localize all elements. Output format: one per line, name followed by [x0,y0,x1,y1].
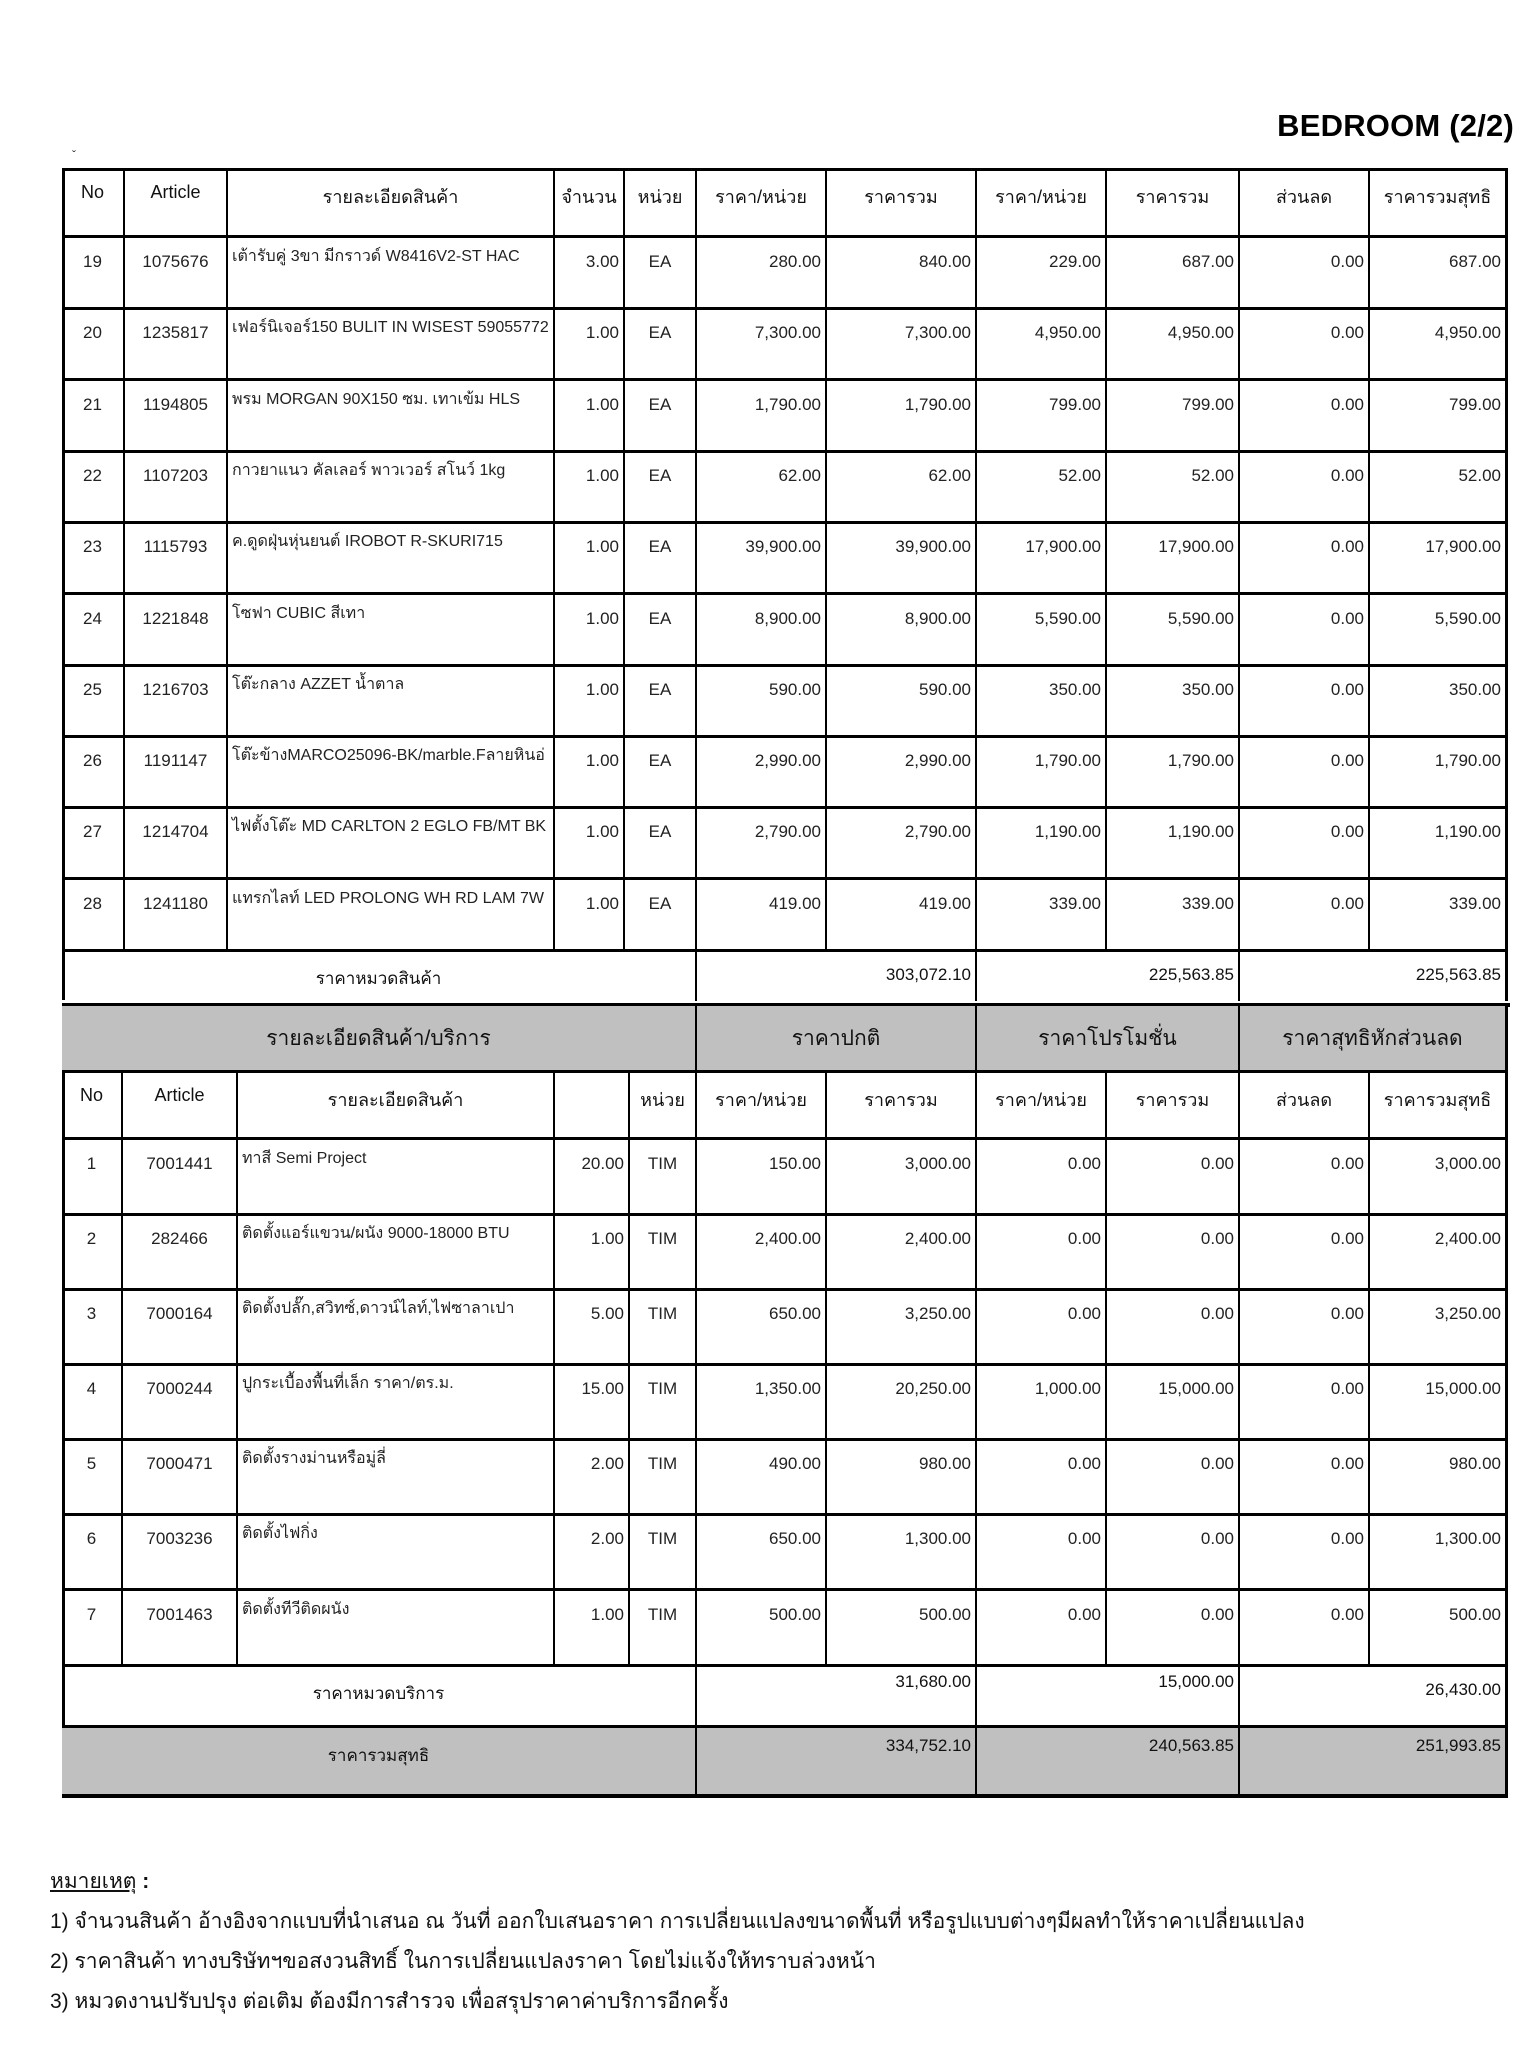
group-header-details: รายละเอียดสินค้า/บริการ [62,1006,697,1073]
column-header: Article [125,170,228,238]
normal-total-cell: 3,000.00 [827,1140,977,1216]
article-cell: 7000164 [123,1290,238,1366]
quantity-cell: 2.00 [555,1440,630,1516]
article-cell: 1221848 [125,595,228,667]
net-total-cell: 339.00 [1370,880,1508,952]
discount-cell: 0.00 [1240,309,1370,381]
discount-cell: 0.00 [1240,808,1370,880]
discount-cell: 0.00 [1240,1140,1370,1216]
column-header: รายละเอียดสินค้า [238,1073,555,1140]
note-item: 2) ราคาสินค้า ทางบริษัทฯขอสงวนสิทธิ์ ในการเปลี่ยนแปลงราคา โดยไม่แจ้งให้ทราบล่วงหน้า [50,1950,876,1973]
unit-cell: EA [625,880,697,952]
no-cell: 1 [62,1140,123,1216]
net-total-cell: 687.00 [1370,238,1508,310]
column-header: ราคารวมสุทธิ [1370,170,1508,238]
quantity-cell: 1.00 [555,381,625,453]
description-cell: โซฟา CUBIC สีเทา [228,595,555,667]
net-total-cell: 4,950.00 [1370,309,1508,381]
description-cell: ติดตั้งแอร์แขวน/ผนัง 9000-18000 BTU [238,1215,555,1291]
normal-total-cell: 840.00 [827,238,977,310]
promo-total-cell: 1,190.00 [1107,808,1240,880]
discount-cell: 0.00 [1240,238,1370,310]
column-header: ราคา/หน่วย [977,1073,1107,1140]
net-total-cell: 1,190.00 [1370,808,1508,880]
notes-section: หมายเหตุ : 1) จำนวนสินค้า อ้างอิงจากแบบที่นำเสนอ ณ วันที่ ออกใบเสนอราคา การเปลี่ยนแปลงขนาดพื้นที่ หรือรูปแบบต่างๆมีผลทำให้ราคาเปลี่ยนแปลง 2) ราคาสินค้า ทางบริษัทฯขอสงวนสิทธิ์ ในการเปลี่ยนแปลงราคา โดยไม่แจ้งให้ทราบล่วงหน้า 3) หมวดงานปรับปรุง ต่อเติม ต้องมีการสำรวจ เพื่อสรุปราคาค่าบริการอีกครั้ง [50,1862,1305,2022]
normal-unit-price-cell: 2,790.00 [697,808,827,880]
column-header: ราคา/หน่วย [697,170,827,238]
normal-unit-price-cell: 650.00 [697,1515,827,1591]
column-header [555,1073,630,1140]
article-cell: 1235817 [125,309,228,381]
column-header: ราคา/หน่วย [697,1073,827,1140]
discount-cell: 0.00 [1240,880,1370,952]
article-cell: 7000244 [123,1365,238,1441]
quantity-cell: 1.00 [555,452,625,524]
net-total-cell: 5,590.00 [1370,595,1508,667]
description-cell: เต้ารับคู่ 3ขา มีกราวด์ W8416V2-ST HAC [228,238,555,310]
promo-unit-price-cell: 229.00 [977,238,1107,310]
article-cell: 7001441 [123,1140,238,1216]
discount-cell: 0.00 [1240,737,1370,809]
product-subtotal-net: 225,563.85 [1240,951,1508,1001]
no-cell: 26 [62,737,125,809]
article-cell: 282466 [123,1215,238,1291]
promo-total-cell: 17,900.00 [1107,523,1240,595]
net-total-cell: 15,000.00 [1370,1365,1508,1441]
normal-unit-price-cell: 500.00 [697,1591,827,1667]
column-header: ราคารวม [827,1073,977,1140]
promo-total-cell: 339.00 [1107,880,1240,952]
description-cell: ไฟตั้งโต๊ะ MD CARLTON 2 EGLO FB/MT BK [228,808,555,880]
normal-unit-price-cell: 590.00 [697,666,827,738]
description-cell: ติดตั้งไฟกิ่ง [238,1515,555,1591]
no-cell: 28 [62,880,125,952]
normal-unit-price-cell: 650.00 [697,1290,827,1366]
no-cell: 21 [62,381,125,453]
normal-unit-price-cell: 2,990.00 [697,737,827,809]
description-cell: ติดตั้งทีวีติดผนัง [238,1591,555,1667]
note-item: 1) จำนวนสินค้า อ้างอิงจากแบบที่นำเสนอ ณ วันที่ ออกใบเสนอราคา การเปลี่ยนแปลงขนาดพื้นที่ หรือรูปแบบต่างๆมีผลทำให้ราคาเปลี่ยนแปลง [50,1910,1305,1933]
normal-total-cell: 3,250.00 [827,1290,977,1366]
unit-cell: EA [625,808,697,880]
article-cell: 1191147 [125,737,228,809]
article-cell: 1214704 [125,808,228,880]
normal-total-cell: 1,300.00 [827,1515,977,1591]
unit-cell: TIM [630,1290,697,1366]
net-total-cell: 17,900.00 [1370,523,1508,595]
promo-unit-price-cell: 0.00 [977,1140,1107,1216]
notes-heading: หมายเหตุ [50,1870,137,1893]
quantity-cell: 1.00 [555,1215,630,1291]
discount-cell: 0.00 [1240,1440,1370,1516]
net-total-cell: 52.00 [1370,452,1508,524]
discount-cell: 0.00 [1240,523,1370,595]
normal-unit-price-cell: 150.00 [697,1140,827,1216]
column-header: ราคารวม [1107,170,1240,238]
net-total-cell: 799.00 [1370,381,1508,453]
unit-cell: EA [625,666,697,738]
unit-cell: TIM [630,1591,697,1667]
unit-cell: TIM [630,1515,697,1591]
promo-unit-price-cell: 17,900.00 [977,523,1107,595]
net-total-cell: 500.00 [1370,1591,1508,1667]
column-header: จำนวน [555,170,625,238]
article-cell: 7000471 [123,1440,238,1516]
normal-unit-price-cell: 419.00 [697,880,827,952]
column-header: No [62,1073,123,1140]
net-total-cell: 3,000.00 [1370,1140,1508,1216]
no-cell: 25 [62,666,125,738]
unit-cell: EA [625,381,697,453]
unit-cell: EA [625,309,697,381]
column-header: ส่วนลด [1240,1073,1370,1140]
no-cell: 19 [62,238,125,310]
grand-total-promo: 240,563.85 [977,1728,1240,1798]
column-header: ราคารวมสุทธิ [1370,1073,1508,1140]
discount-cell: 0.00 [1240,666,1370,738]
promo-unit-price-cell: 0.00 [977,1440,1107,1516]
promo-total-cell: 0.00 [1107,1290,1240,1366]
discount-cell: 0.00 [1240,1591,1370,1667]
no-cell: 3 [62,1290,123,1366]
normal-unit-price-cell: 280.00 [697,238,827,310]
stray-mark: ˇ [72,148,76,162]
quantity-cell: 1.00 [555,737,625,809]
unit-cell: TIM [630,1365,697,1441]
promo-total-cell: 5,590.00 [1107,595,1240,667]
no-cell: 5 [62,1440,123,1516]
promo-total-cell: 4,950.00 [1107,309,1240,381]
normal-total-cell: 8,900.00 [827,595,977,667]
quantity-cell: 1.00 [555,808,625,880]
promo-unit-price-cell: 52.00 [977,452,1107,524]
service-subtotal-label: ราคาหมวดบริการ [62,1666,697,1728]
column-header: รายละเอียดสินค้า [228,170,555,238]
column-header: หน่วย [630,1073,697,1140]
promo-total-cell: 0.00 [1107,1440,1240,1516]
promo-total-cell: 52.00 [1107,452,1240,524]
product-subtotal-promo: 225,563.85 [977,951,1240,1001]
group-header-normal-price: ราคาปกติ [697,1006,977,1073]
discount-cell: 0.00 [1240,381,1370,453]
description-cell: แทรกไลท์ LED PROLONG WH RD LAM 7W [228,880,555,952]
discount-cell: 0.00 [1240,1515,1370,1591]
promo-unit-price-cell: 1,790.00 [977,737,1107,809]
grand-total-normal: 334,752.10 [697,1728,977,1798]
article-cell: 1115793 [125,523,228,595]
promo-unit-price-cell: 0.00 [977,1515,1107,1591]
unit-cell: EA [625,737,697,809]
net-total-cell: 350.00 [1370,666,1508,738]
net-total-cell: 980.00 [1370,1440,1508,1516]
description-cell: พรม MORGAN 90X150 ซม. เทาเข้ม HLS [228,381,555,453]
promo-total-cell: 350.00 [1107,666,1240,738]
promo-unit-price-cell: 0.00 [977,1215,1107,1291]
article-cell: 1241180 [125,880,228,952]
product-subtotal-normal: 303,072.10 [697,951,977,1001]
promo-total-cell: 0.00 [1107,1515,1240,1591]
quantity-cell: 20.00 [555,1140,630,1216]
article-cell: 1194805 [125,381,228,453]
discount-cell: 0.00 [1240,452,1370,524]
net-total-cell: 1,790.00 [1370,737,1508,809]
article-cell: 1107203 [125,452,228,524]
no-cell: 22 [62,452,125,524]
normal-unit-price-cell: 1,350.00 [697,1365,827,1441]
unit-cell: EA [625,523,697,595]
group-header-net-price: ราคาสุทธิหักส่วนลด [1240,1006,1508,1073]
promo-total-cell: 0.00 [1107,1591,1240,1667]
normal-total-cell: 2,400.00 [827,1215,977,1291]
discount-cell: 0.00 [1240,1290,1370,1366]
normal-unit-price-cell: 7,300.00 [697,309,827,381]
service-subtotal-promo: 15,000.00 [977,1666,1240,1728]
quantity-cell: 1.00 [555,1591,630,1667]
note-item: 3) หมวดงานปรับปรุง ต่อเติม ต้องมีการสำรวจ เพื่อสรุปราคาค่าบริการอีกครั้ง [50,1990,729,2013]
net-total-cell: 2,400.00 [1370,1215,1508,1291]
discount-cell: 0.00 [1240,1365,1370,1441]
promo-total-cell: 687.00 [1107,238,1240,310]
description-cell: ค.ดูดฝุ่นหุ่นยนต์ IROBOT R-SKURI715 [228,523,555,595]
quantity-cell: 1.00 [555,666,625,738]
quantity-cell: 1.00 [555,309,625,381]
promo-unit-price-cell: 5,590.00 [977,595,1107,667]
quantity-cell: 5.00 [555,1290,630,1366]
promo-unit-price-cell: 339.00 [977,880,1107,952]
promo-total-cell: 1,790.00 [1107,737,1240,809]
promo-unit-price-cell: 0.00 [977,1591,1107,1667]
promo-total-cell: 15,000.00 [1107,1365,1240,1441]
normal-unit-price-cell: 39,900.00 [697,523,827,595]
no-cell: 20 [62,309,125,381]
normal-total-cell: 39,900.00 [827,523,977,595]
discount-cell: 0.00 [1240,1215,1370,1291]
unit-cell: TIM [630,1140,697,1216]
unit-cell: EA [625,452,697,524]
normal-unit-price-cell: 1,790.00 [697,381,827,453]
description-cell: โต๊ะข้างMARCO25096-BK/marble.Fลายหินอ่ [228,737,555,809]
normal-unit-price-cell: 490.00 [697,1440,827,1516]
description-cell: ติดตั้งรางม่านหรือมู่ลี่ [238,1440,555,1516]
normal-total-cell: 62.00 [827,452,977,524]
column-header: ราคารวม [827,170,977,238]
page-title: BEDROOM (2/2) [1277,108,1514,143]
description-cell: ติดตั้งปลั๊ก,สวิทซ์,ดาวน์ไลท์,ไฟซาลาเปา [238,1290,555,1366]
grand-total-net: 251,993.85 [1240,1728,1508,1798]
promo-unit-price-cell: 1,000.00 [977,1365,1107,1441]
no-cell: 23 [62,523,125,595]
quantity-cell: 2.00 [555,1515,630,1591]
normal-total-cell: 20,250.00 [827,1365,977,1441]
description-cell: กาวยาแนว คัลเลอร์ พาวเวอร์ สโนว์ 1kg [228,452,555,524]
promo-unit-price-cell: 1,190.00 [977,808,1107,880]
net-total-cell: 3,250.00 [1370,1290,1508,1366]
no-cell: 27 [62,808,125,880]
discount-cell: 0.00 [1240,595,1370,667]
unit-cell: TIM [630,1440,697,1516]
description-cell: เฟอร์นิเจอร์150 BULIT IN WISEST 59055772 [228,309,555,381]
promo-unit-price-cell: 4,950.00 [977,309,1107,381]
quantity-cell: 3.00 [555,238,625,310]
promo-total-cell: 0.00 [1107,1140,1240,1216]
normal-total-cell: 1,790.00 [827,381,977,453]
no-cell: 4 [62,1365,123,1441]
quantity-cell: 1.00 [555,880,625,952]
unit-cell: TIM [630,1215,697,1291]
promo-unit-price-cell: 0.00 [977,1290,1107,1366]
unit-cell: EA [625,238,697,310]
no-cell: 24 [62,595,125,667]
promo-unit-price-cell: 799.00 [977,381,1107,453]
normal-unit-price-cell: 62.00 [697,452,827,524]
normal-total-cell: 2,990.00 [827,737,977,809]
no-cell: 7 [62,1591,123,1667]
service-subtotal-normal: 31,680.00 [697,1666,977,1728]
article-cell: 1216703 [125,666,228,738]
quantity-cell: 1.00 [555,523,625,595]
group-header-promo-price: ราคาโปรโมชั่น [977,1006,1240,1073]
no-cell: 6 [62,1515,123,1591]
normal-total-cell: 2,790.00 [827,808,977,880]
column-header: หน่วย [625,170,697,238]
normal-total-cell: 7,300.00 [827,309,977,381]
promo-total-cell: 799.00 [1107,381,1240,453]
column-header: ส่วนลด [1240,170,1370,238]
product-subtotal-label: ราคาหมวดสินค้า [62,951,697,1001]
quantity-cell: 1.00 [555,595,625,667]
promo-unit-price-cell: 350.00 [977,666,1107,738]
description-cell: ทาสี Semi Project [238,1140,555,1216]
article-cell: 7003236 [123,1515,238,1591]
promo-total-cell: 0.00 [1107,1215,1240,1291]
article-cell: 7001463 [123,1591,238,1667]
normal-unit-price-cell: 2,400.00 [697,1215,827,1291]
column-header: Article [123,1073,238,1140]
grand-total-label: ราคารวมสุทธิ [62,1728,697,1798]
description-cell: โต๊ะกลาง AZZET น้ำตาล [228,666,555,738]
normal-unit-price-cell: 8,900.00 [697,595,827,667]
unit-cell: EA [625,595,697,667]
service-subtotal-net: 26,430.00 [1240,1666,1508,1728]
column-header: ราคา/หน่วย [977,170,1107,238]
quantity-cell: 15.00 [555,1365,630,1441]
net-total-cell: 1,300.00 [1370,1515,1508,1591]
no-cell: 2 [62,1215,123,1291]
normal-total-cell: 980.00 [827,1440,977,1516]
column-header: ราคารวม [1107,1073,1240,1140]
description-cell: ปูกระเบื้องพื้นที่เล็ก ราคา/ตร.ม. [238,1365,555,1441]
normal-total-cell: 590.00 [827,666,977,738]
normal-total-cell: 419.00 [827,880,977,952]
normal-total-cell: 500.00 [827,1591,977,1667]
article-cell: 1075676 [125,238,228,310]
column-header: No [62,170,125,238]
